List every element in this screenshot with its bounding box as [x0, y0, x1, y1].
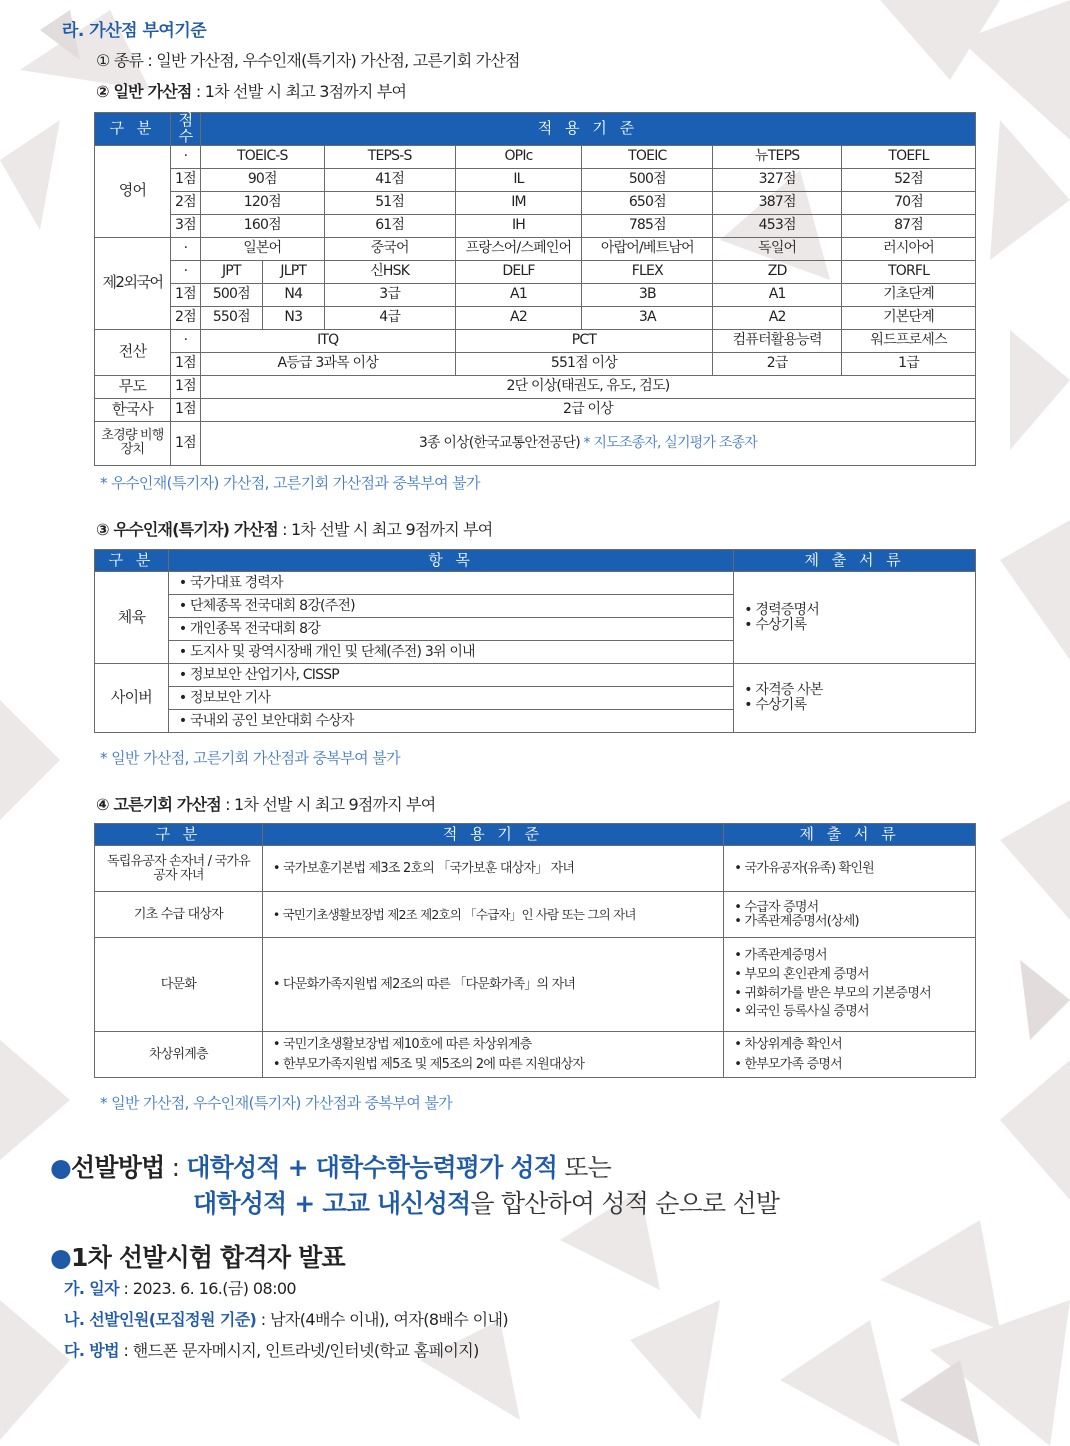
cyber-label: 사이버 [95, 664, 169, 733]
equal-row-label: 독립유공자 손자녀 / 국가유공자 자녀 [95, 846, 263, 892]
sports-label: 체육 [95, 572, 169, 664]
second-lang-label: 제2외국어 [95, 237, 171, 329]
talent-heading [96, 517, 492, 540]
score-cell: 3점 [170, 214, 200, 237]
lang-test: JLPT [262, 260, 324, 283]
dash-cell: · [170, 237, 200, 260]
lang-test: DELF [455, 260, 582, 283]
history-label: 한국사 [95, 398, 171, 421]
announce-item-key: 가. 일자 [64, 1279, 120, 1298]
english-value: 453점 [713, 214, 842, 237]
dash-cell: · [170, 145, 200, 168]
lang-value: 550점 [200, 306, 262, 329]
doc-line: • 귀화허가를 받은 부모의 기본증명서 [734, 985, 931, 1001]
equal-desc: : 1차 선발 시 최고 9점까지 부여 [220, 795, 436, 814]
talent-col-docs: 제 출 서 류 [734, 550, 976, 572]
equal-criteria [262, 846, 723, 892]
english-value: 327점 [713, 168, 842, 191]
computer-value: 1급 [842, 352, 976, 375]
doc-line: • 수상기록 [744, 616, 807, 633]
general-bonus-table [94, 112, 976, 466]
english-value: 61점 [324, 214, 455, 237]
method-line1-rest: 또는 [557, 1153, 611, 1182]
criteria-line: • 국민기초생활보장법 제2조 제2호의 「수급자」인 사람 또는 그의 자녀 [272, 906, 636, 922]
lang-value: 기본단계 [842, 306, 976, 329]
english-test: 뉴TEPS [713, 145, 842, 168]
col-category-header: 구 분 [95, 113, 171, 146]
language-name: 아랍어/베트남어 [582, 237, 713, 260]
equal-criteria [262, 1032, 723, 1078]
sports-item: • 도지사 및 광역시장배 개인 및 단체(주전) 3위 이내 [168, 641, 733, 664]
announce-item-value: : 남자(4배수 이내), 여자(8배수 이내) [256, 1310, 508, 1329]
equal-docs [724, 846, 976, 892]
score-cell: 2점 [170, 306, 200, 329]
english-value: 51점 [324, 191, 455, 214]
lang-value: 3B [582, 283, 713, 306]
method-line2-rest: 을 합산하여 성적 순으로 선발 [470, 1189, 780, 1218]
english-value: 90점 [200, 168, 324, 191]
col-criteria-header: 적 용 기 준 [200, 113, 975, 146]
english-value: IH [455, 214, 582, 237]
drone-value-main: 3종 이상(한국교통안전공단) [418, 434, 580, 451]
dash-cell: · [170, 329, 200, 352]
english-value: 41점 [324, 168, 455, 191]
sports-docs [734, 572, 976, 664]
doc-line: • 가족관계증명서(상세) [734, 913, 859, 929]
computer-value: 551점 이상 [455, 352, 713, 375]
doc-line: • 가족관계증명서 [734, 947, 827, 963]
english-value: IL [455, 168, 582, 191]
score-cell: 1점 [170, 421, 200, 465]
drone-value [200, 421, 975, 465]
language-name: 러시아어 [842, 237, 976, 260]
criteria-line: • 국민기초생활보장법 제10호에 따른 차상위계층 [272, 1037, 532, 1052]
announce-item-value: : 핸드폰 문자메시지, 인트라넷/인터넷(학교 홈페이지) [119, 1341, 479, 1360]
english-value: 500점 [582, 168, 713, 191]
lang-test: ZD [713, 260, 842, 283]
computer-value: 2급 [713, 352, 842, 375]
equal-criteria [262, 938, 723, 1032]
english-label: 영어 [95, 145, 171, 237]
general-title: ② 일반 가산점 [96, 82, 192, 101]
sports-item: • 단체종목 전국대회 8강(주전) [168, 595, 733, 618]
english-value: 785점 [582, 214, 713, 237]
language-name: 중국어 [324, 237, 455, 260]
lang-value: 기초단계 [842, 283, 976, 306]
cyber-item: • 국내외 공인 보안대회 수상자 [168, 710, 733, 733]
computer-test: 컴퓨터활용능력 [713, 329, 842, 352]
lang-test: FLEX [582, 260, 713, 283]
general-desc: : 1차 선발 시 최고 3점까지 부여 [191, 82, 407, 101]
english-value: 160점 [200, 214, 324, 237]
lang-value: A1 [455, 283, 582, 306]
talent-desc: : 1차 선발 시 최고 9점까지 부여 [277, 520, 493, 539]
equal-heading [96, 792, 435, 815]
announce-item [64, 1307, 508, 1330]
computer-test: ITQ [200, 329, 455, 352]
equal-docs [724, 892, 976, 938]
history-value: 2급 이상 [200, 398, 975, 421]
note-equal: * 일반 가산점, 우수인재(특기자) 가산점과 중복부여 불가 [100, 1094, 453, 1112]
score-cell: 1점 [170, 352, 200, 375]
equal-col-criteria: 적 용 기 준 [262, 824, 723, 846]
martial-value: 2단 이상(태권도, 유도, 검도) [200, 375, 975, 398]
sports-item: • 국가대표 경력자 [168, 572, 733, 595]
score-cell: 1점 [170, 398, 200, 421]
announce-item-key: 나. 선발인원(모집정원 기준) [64, 1310, 257, 1329]
score-cell: 1점 [170, 375, 200, 398]
cyber-docs [734, 664, 976, 733]
criteria-line: • 한부모가족지원법 제5조 및 제5조의 2에 따른 지원대상자 [272, 1056, 585, 1072]
method-title: 선발방법 [71, 1153, 165, 1182]
talent-table [94, 549, 976, 733]
lang-value: 3A [582, 306, 713, 329]
method-line-2 [193, 1184, 779, 1220]
lang-value: A2 [455, 306, 582, 329]
doc-line: • 부모의 혼인관계 증명서 [734, 966, 869, 982]
note-general: * 우수인재(특기자) 가산점, 고른기회 가산점과 중복부여 불가 [100, 474, 480, 492]
doc-line: • 외국인 등록사실 증명서 [734, 1004, 869, 1020]
score-cell: 2점 [170, 191, 200, 214]
language-name: 독일어 [713, 237, 842, 260]
equal-row-label: 기초 수급 대상자 [95, 892, 263, 938]
method-line2-highlight: 대학성적 + 고교 내신성적 [193, 1189, 471, 1218]
lang-value: A2 [713, 306, 842, 329]
announce-item [64, 1338, 479, 1361]
lang-test: 신HSK [324, 260, 455, 283]
english-test: TOEIC-S [200, 145, 324, 168]
method-colon: : [164, 1153, 187, 1182]
criteria-line: • 국가보훈기본법 제3조 2호의 「국가보훈 대상자」 자녀 [272, 860, 575, 876]
english-value: 120점 [200, 191, 324, 214]
equal-docs [724, 1032, 976, 1078]
computer-test: 워드프로세스 [842, 329, 976, 352]
section-ra-title: 라. 가산점 부여기준 [62, 21, 207, 41]
english-test: TEPS-S [324, 145, 455, 168]
talent-col-items: 항 목 [168, 550, 733, 572]
cyber-item: • 정보보안 기사 [168, 687, 733, 710]
cyber-item: • 정보보안 산업기사, CISSP [168, 664, 733, 687]
doc-line: • 국가유공자(유족) 확인원 [734, 860, 874, 876]
english-value: 87점 [842, 214, 976, 237]
announce-item-value: : 2023. 6. 16.(금) 08:00 [119, 1279, 297, 1298]
talent-col-category: 구 분 [95, 550, 169, 572]
score-cell: 1점 [170, 168, 200, 191]
lang-value: N4 [262, 283, 324, 306]
computer-value: A등급 3과목 이상 [200, 352, 455, 375]
language-name: 프랑스어/스페인어 [455, 237, 582, 260]
lang-value: N3 [262, 306, 324, 329]
lang-value: 500점 [200, 283, 262, 306]
criteria-line: • 다문화가족지원법 제2조의 따른 「다문화가족」의 자녀 [272, 976, 576, 992]
col-score-header: 점수 [170, 113, 200, 146]
method-line-1 [50, 1148, 611, 1184]
equal-title: ④ 고른기회 가산점 [96, 795, 221, 814]
bullet-icon: ● [50, 1243, 72, 1272]
doc-line: • 차상위계층 확인서 [734, 1037, 842, 1052]
method-line1-highlight: 대학성적 + 대학수학능력평가 성적 [186, 1153, 558, 1182]
note-talent: * 일반 가산점, 고른기회 가산점과 중복부여 불가 [100, 749, 400, 767]
equal-criteria [262, 892, 723, 938]
equal-row-label: 다문화 [95, 938, 263, 1032]
dash-cell: · [170, 260, 200, 283]
equal-row-label: 차상위계층 [95, 1032, 263, 1078]
doc-line: • 수급자 증명서 [734, 899, 819, 915]
announce-item-key: 다. 방법 [64, 1341, 120, 1360]
english-test: TOEIC [582, 145, 713, 168]
bullet-icon: ● [50, 1153, 72, 1182]
lang-value: A1 [713, 283, 842, 306]
english-test: TOEFL [842, 145, 976, 168]
doc-line: • 수상기록 [744, 697, 807, 713]
drone-label: 초경량 비행장치 [95, 421, 171, 465]
english-value: IM [455, 191, 582, 214]
equal-col-docs: 제 출 서 류 [724, 824, 976, 846]
general-heading [96, 79, 406, 102]
language-name: 일본어 [200, 237, 324, 260]
talent-title: ③ 우수인재(특기자) 가산점 [96, 520, 278, 539]
announce-item [64, 1276, 296, 1299]
english-test: OPIc [455, 145, 582, 168]
lang-test: TORFL [842, 260, 976, 283]
doc-line: • 경력증명서 [744, 601, 819, 618]
lang-value: 3급 [324, 283, 455, 306]
equal-col-category: 구 분 [95, 824, 263, 846]
announce-heading [50, 1238, 345, 1274]
doc-line: • 자격증 사본 [744, 682, 823, 699]
drone-value-note: * 지도조종자, 실기평가 조종자 [579, 434, 758, 451]
score-cell: 1점 [170, 283, 200, 306]
announce-title: 1차 선발시험 합격자 발표 [71, 1243, 345, 1272]
english-value: 650점 [582, 191, 713, 214]
computer-label: 전산 [95, 329, 171, 375]
lang-test: JPT [200, 260, 262, 283]
martial-label: 무도 [95, 375, 171, 398]
doc-line: • 한부모가족 증명서 [734, 1056, 842, 1072]
equal-table [94, 823, 976, 1078]
lang-value: 4급 [324, 306, 455, 329]
kinds-line: ① 종류 : 일반 가산점, 우수인재(특기자) 가산점, 고른기회 가산점 [96, 51, 520, 70]
english-value: 387점 [713, 191, 842, 214]
equal-docs [724, 938, 976, 1032]
computer-test: PCT [455, 329, 713, 352]
english-value: 52점 [842, 168, 976, 191]
english-value: 70점 [842, 191, 976, 214]
sports-item: • 개인종목 전국대회 8강 [168, 618, 733, 641]
